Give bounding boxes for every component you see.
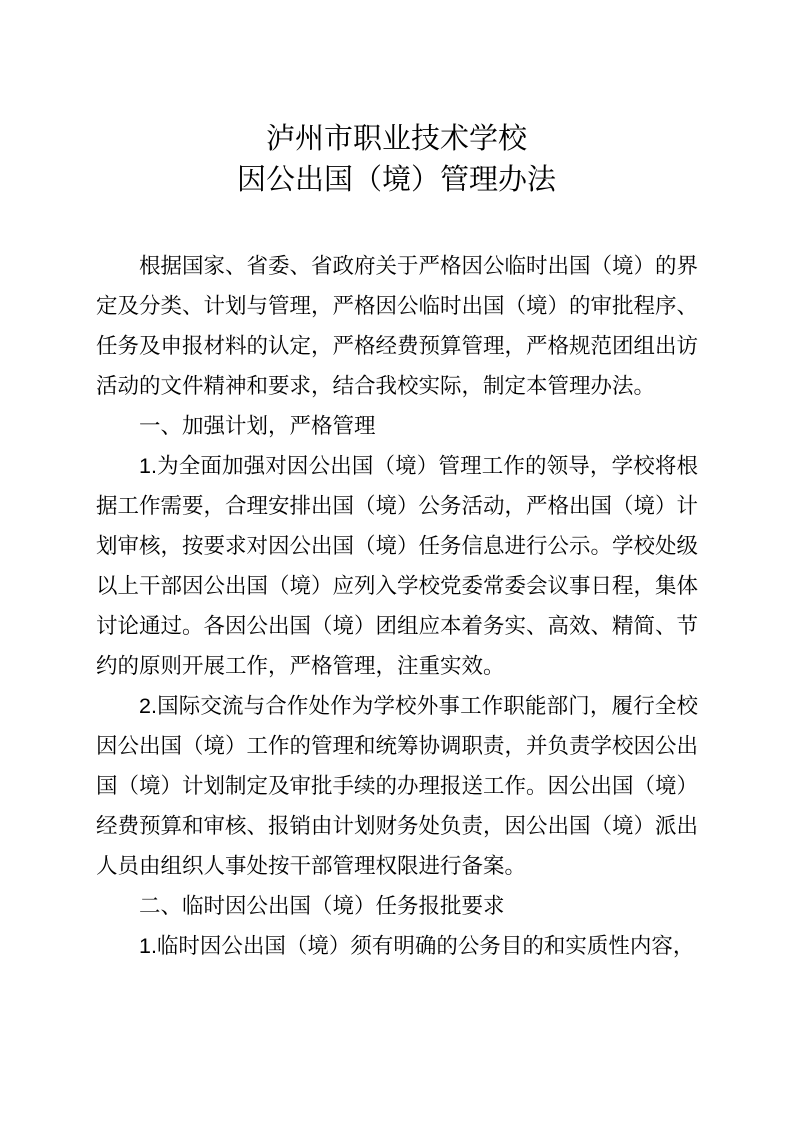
- section-1-item-1: 1.为全面加强对因公出国（境）管理工作的领导，学校将根据工作需要，合理安排出国（境）公务活动，严格出国（境）计划审核，按要求对因公出国（境）任务信息进行公示。学校处级以上干部因公出国（境）应列入学校党委常委会议事日程，集体讨论通过。各因公出国（境）团组应本着务实、高效、精简、节约的原则开展工作，严格管理，注重实效。: [96, 454, 699, 678]
- title-line-1: 泸州市职业技术学校: [265, 123, 527, 155]
- document-body: [96, 246, 698, 966]
- title-line-2: 因公出国（境）管理办法: [236, 164, 556, 196]
- section-1-item-2: 2.国际交流与合作处作为学校外事工作职能部门，履行全校因公出国（境）工作的管理和统筹协调职责，并负责学校因公出国（境）计划制定及审批手续的办理报送工作。因公出国（境）经费预算和审核、报销由计划财务处负责，因公出国（境）派出人员由组织人事处按干部管理权限进行备案。: [96, 694, 699, 878]
- section-2-heading: 二、临时因公出国（境）任务报批要求: [139, 894, 505, 918]
- document-title: [96, 119, 697, 201]
- opening-paragraph: 根据国家、省委、省政府关于严格因公临时出国（境）的界定及分类、计划与管理，严格因公临时出国（境）的审批程序、任务及申报材料的认定，严格经费预算管理，严格规范团组出访活动的文件精神和要求，结合我校实际，制定本管理办法。: [96, 254, 699, 398]
- section-2-item-1: 1.临时因公出国（境）须有明确的公务目的和实质性内容，: [139, 934, 695, 958]
- section-1-heading: 一、加强计划，严格管理: [139, 414, 376, 438]
